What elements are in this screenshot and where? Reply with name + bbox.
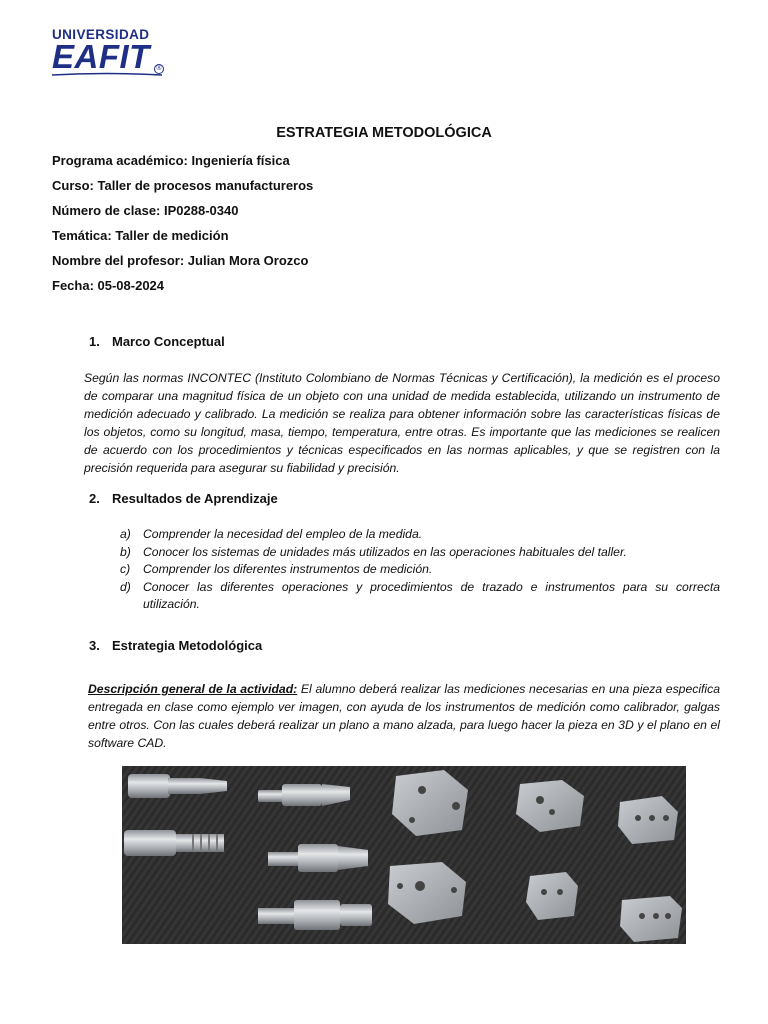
descripcion-paragraph	[88, 680, 720, 752]
list-marker: a)	[120, 527, 131, 541]
eafit-logo	[52, 27, 164, 75]
section-number: 3.	[89, 638, 100, 653]
section-heading-estrategia	[89, 638, 262, 653]
info-curso: Curso: Taller de procesos manufactureros	[52, 178, 314, 193]
info-tematica: Temática: Taller de medición	[52, 228, 229, 243]
list-item	[120, 579, 720, 614]
info-programa: Programa académico: Ingeniería física	[52, 153, 290, 168]
list-text: Conocer las diferentes operaciones y procedimientos de trazado e instrumentos para su correcta utilización.	[143, 579, 720, 611]
descripcion-lead: Descripción general de la actividad:	[88, 682, 298, 696]
logo-line1: UNIVERSIDAD	[52, 27, 150, 42]
section-title: Estrategia Metodológica	[112, 638, 263, 653]
parts-photo-illustration	[122, 766, 686, 944]
section-heading-marco	[89, 334, 225, 349]
section-title: Resultados de Aprendizaje	[112, 491, 278, 506]
resultados-list	[120, 526, 720, 614]
info-profesor: Nombre del profesor: Julian Mora Orozco	[52, 253, 309, 268]
logo-registered: ®	[154, 64, 164, 74]
info-numero-clase: Número de clase: IP0288-0340	[52, 203, 239, 218]
logo-line2: EAFIT	[52, 38, 150, 75]
document-title: ESTRATEGIA METODOLÓGICA	[276, 125, 492, 141]
section-number: 1.	[89, 334, 100, 349]
parts-photo	[122, 766, 686, 944]
marco-paragraph: Según las normas INCONTEC (Instituto Colombiano de Normas Técnicas y Certificación), la medición es el proceso de comparar una magnitud física de un objeto con una unidad de medida establecida, utilizando un instrumento de medición adecuado y calibrado. La medición se realiza para obtener información sobre las características físicas de los objetos, como su longitud, masa, tiempo, temperatura, entre otras. Es importante que las mediciones se realicen de acuerdo con los procedimientos y técnicas especificados en las normas aplicables, y que se registren con la precisión requerida para asegurar su fiabilidad y precisión.	[84, 371, 720, 475]
section-heading-resultados	[89, 491, 278, 506]
list-item	[120, 561, 720, 579]
list-text: Conocer los sistemas de unidades más utilizados en las operaciones habituales del taller.	[143, 544, 627, 559]
list-item	[120, 526, 720, 544]
list-marker: c)	[120, 562, 131, 576]
list-text: Comprender la necesidad del empleo de la medida.	[143, 527, 423, 541]
section-title: Marco Conceptual	[112, 334, 225, 349]
logo-swoosh	[52, 72, 162, 76]
list-item	[120, 544, 720, 562]
descripcion-text: El alumno deberá realizar las mediciones necesarias en una pieza especifica entregada en clase como ejemplo ver imagen, con ayuda de los instrumentos de medición como calibrador, galgas entre otros. Con las cuales deberá realizar un plano a mano alzada, para luego hacer la pieza en 3D y el plano en el software CAD.	[88, 682, 721, 750]
course-info	[52, 152, 313, 302]
info-fecha: Fecha: 05-08-2024	[52, 278, 165, 293]
section-number: 2.	[89, 491, 100, 506]
list-marker: d)	[120, 579, 131, 594]
list-text: Comprender los diferentes instrumentos de medición.	[143, 562, 433, 576]
list-marker: b)	[120, 544, 131, 559]
